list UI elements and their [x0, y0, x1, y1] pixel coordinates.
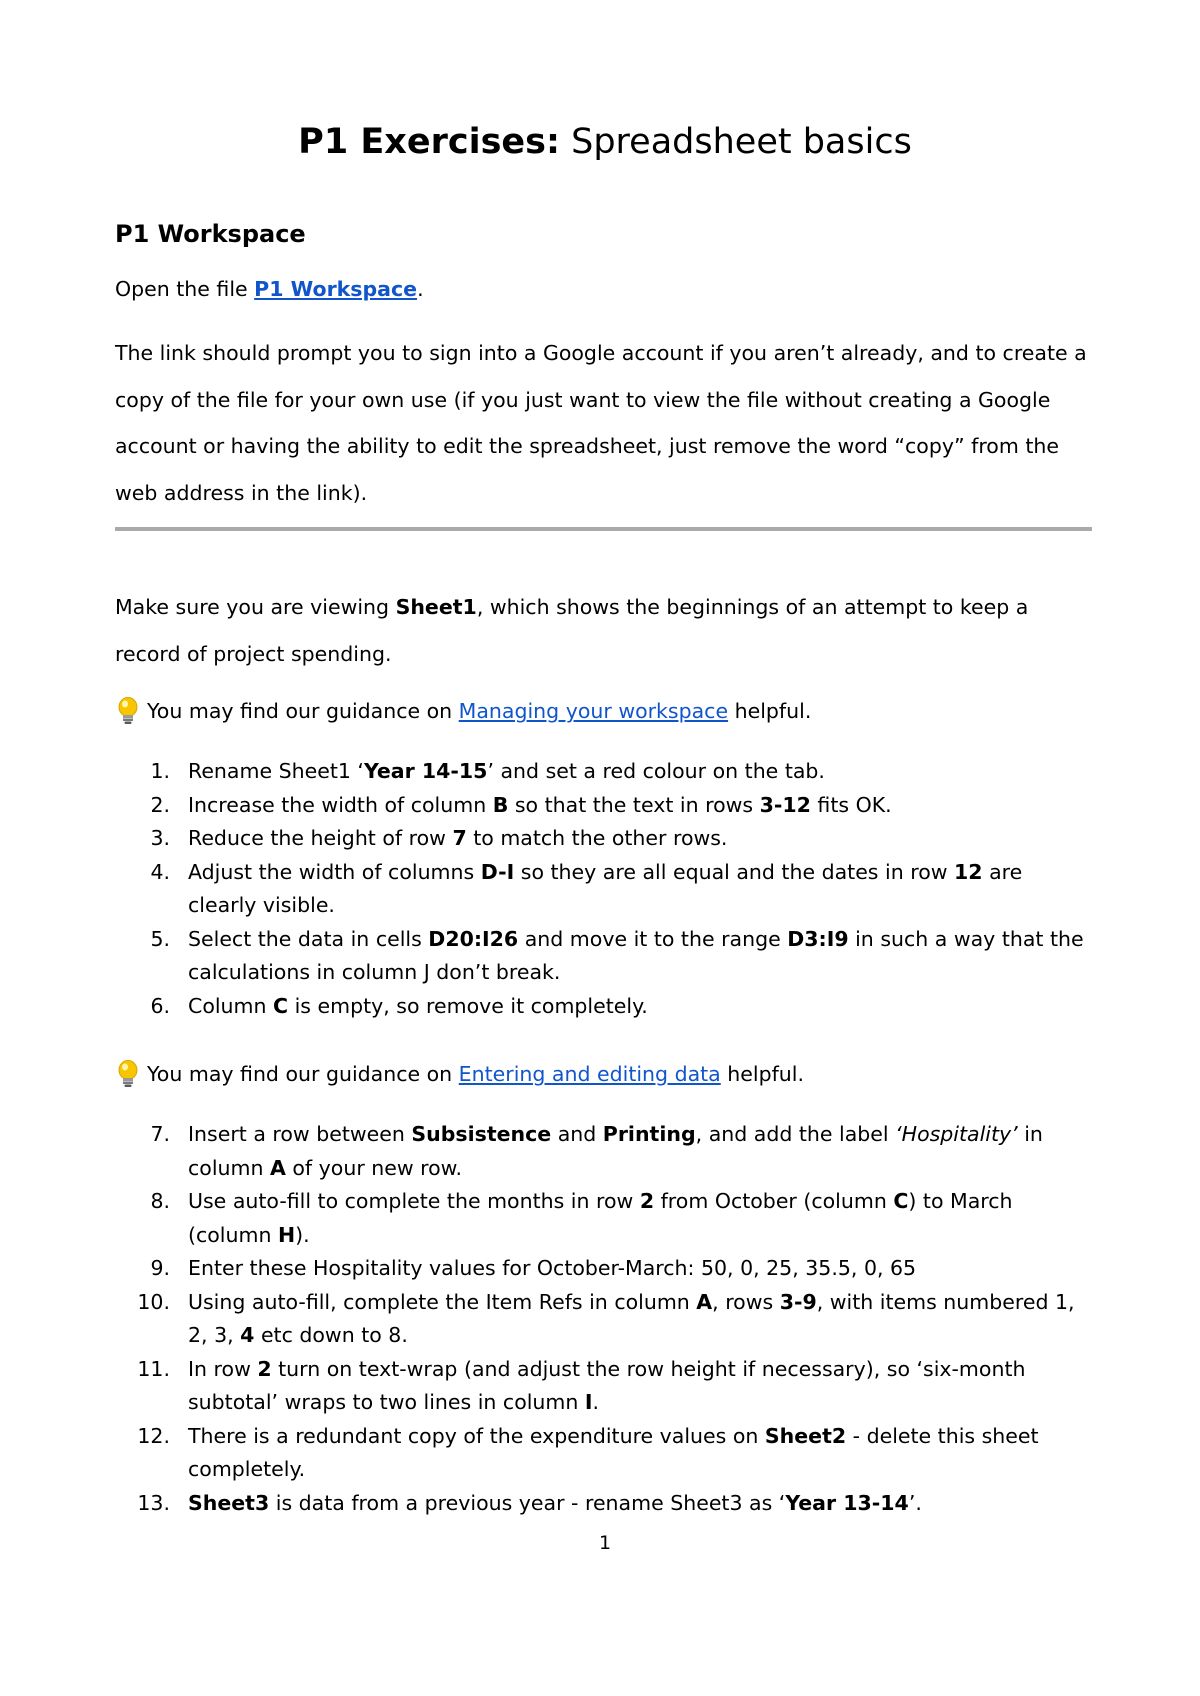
- list-item: [115, 755, 1095, 789]
- open-file-paragraph: [115, 273, 1095, 305]
- horizontal-rule: [115, 527, 1092, 531]
- list-item-bold-text: I: [584, 1390, 593, 1414]
- entering-editing-data-link[interactable]: Entering and editing data: [458, 1062, 721, 1086]
- list-item-number: 7.: [150, 1122, 170, 1146]
- tip-suffix: helpful.: [728, 699, 812, 723]
- list-item-number: 1.: [150, 759, 170, 783]
- intro-paragraph: The link should prompt you to sign into a Google account if you aren’t already, and to create a copy of the file for your own use (if you just want to view the file without creating a Google account or having the ability to edit the spreadsheet, just remove the word “copy” from the web address in the link).: [115, 341, 1087, 505]
- list-item: [115, 990, 1095, 1024]
- list-item: [115, 822, 1095, 856]
- list-item-text: of your new row.: [285, 1155, 463, 1180]
- list-item: [115, 1286, 1095, 1353]
- list-item-text: , with items numbered 1, 2, 3,: [188, 1289, 1075, 1347]
- list-item: [115, 1487, 1095, 1521]
- lightbulb-icon: [115, 1058, 143, 1090]
- list-item-bold-text: D3:I9: [787, 926, 849, 951]
- list-item-bold-text: Sheet3: [188, 1490, 270, 1515]
- list-item-bold-text: H: [277, 1222, 296, 1247]
- list-item-number: 2.: [150, 792, 170, 817]
- list-item-text: In row: [188, 1356, 258, 1381]
- managing-workspace-link[interactable]: Managing your workspace: [458, 699, 729, 723]
- list-item-bold-text: 2: [639, 1189, 655, 1213]
- list-item-text: Select the data in cells: [188, 926, 429, 951]
- sheet-intro-paragraph: [115, 584, 1095, 677]
- list-item-bold-text: 3-12: [759, 792, 811, 817]
- list-item-text: in column: [188, 1122, 1043, 1180]
- list-item: [115, 856, 1095, 923]
- list-item-text: , and add the label: [695, 1122, 896, 1146]
- list-item: [115, 1118, 1095, 1185]
- list-item-number: 4.: [150, 859, 170, 884]
- list-item-bold-text: 2: [257, 1356, 272, 1381]
- list-item-bold-text: 12: [954, 859, 983, 884]
- page-title: [115, 118, 1095, 166]
- page-number: 1: [598, 1532, 612, 1554]
- list-item-number: 8.: [150, 1189, 170, 1213]
- exercise-list-1: [115, 755, 1095, 1023]
- list-item-number: 6.: [150, 993, 170, 1018]
- list-item-number: 3.: [150, 826, 170, 850]
- list-item-text: , rows: [712, 1289, 780, 1314]
- list-item: [115, 789, 1095, 823]
- exercise-list-2: [115, 1118, 1095, 1520]
- list-item-text: is empty, so remove it completely.: [288, 993, 648, 1018]
- list-item-bold-text: C: [273, 993, 289, 1018]
- list-item-text: Using auto-fill, complete the Item Refs in column: [188, 1289, 697, 1314]
- p1-workspace-link[interactable]: P1 Workspace: [254, 277, 418, 301]
- list-item-text: Insert a row between: [188, 1122, 412, 1146]
- list-item-text: .: [592, 1390, 600, 1414]
- list-item-bold-text: Printing: [602, 1122, 696, 1146]
- tip-text: You may find our guidance on: [147, 699, 459, 723]
- list-item-text: so they are all equal and the dates in row: [514, 859, 955, 884]
- tip-suffix: helpful.: [720, 1062, 805, 1086]
- list-item-bold-text: 4: [240, 1323, 255, 1347]
- list-item-text: ’ and set a red colour on the tab.: [487, 759, 825, 783]
- list-item-bold-text: D20:I26: [428, 926, 519, 951]
- tip-entering-data: [115, 1058, 804, 1090]
- list-item-text: so that the text in rows: [508, 792, 760, 817]
- list-item-text: Column: [188, 993, 274, 1018]
- list-item-bold-text: A: [269, 1155, 286, 1180]
- list-item-text: and move it to the range: [518, 926, 788, 951]
- list-item-text: etc down to 8.: [254, 1323, 408, 1347]
- list-item-bold-text: 7: [452, 826, 467, 850]
- list-item-bold-text: 3-9: [779, 1289, 817, 1314]
- list-item: [115, 923, 1095, 990]
- list-item: [115, 1420, 1095, 1487]
- list-item-text: from October (column: [654, 1189, 894, 1213]
- list-item-text: There is a redundant copy of the expenditure values on: [188, 1423, 765, 1448]
- open-file-text: Open the file: [115, 277, 255, 301]
- sheet1-name: Sheet1: [395, 595, 477, 619]
- list-item-text: Rename Sheet1 ‘: [188, 759, 364, 783]
- list-item-text: to match the other rows.: [466, 826, 728, 850]
- title-rest: Spreadsheet basics: [560, 122, 912, 162]
- list-item: [115, 1353, 1095, 1420]
- open-file-period: .: [417, 277, 424, 301]
- list-item-text: fits OK.: [810, 792, 892, 817]
- list-item-text: Increase the width of column: [188, 792, 493, 817]
- list-item-text: ) to March (column: [188, 1189, 1013, 1247]
- list-item: [115, 1185, 1095, 1252]
- list-item-bold-text: A: [696, 1289, 713, 1314]
- list-item-number: 12.: [137, 1423, 170, 1448]
- section-heading: P1 Workspace: [115, 220, 306, 248]
- list-item-text: Adjust the width of columns: [188, 859, 481, 884]
- list-item-italic-text: ‘Hospitality’: [895, 1122, 1018, 1146]
- list-item-text: Reduce the height of row: [188, 826, 453, 850]
- sheet-intro-rest: , which shows the beginnings of an attempt to keep a record of project spending.: [115, 595, 1029, 666]
- list-item-bold-text: Year 14-15: [363, 759, 488, 783]
- list-item-text: and: [551, 1122, 603, 1146]
- list-item-number: 11.: [137, 1356, 170, 1381]
- list-item-bold-text: Subsistence: [411, 1122, 552, 1146]
- list-item-bold-text: D-I: [480, 859, 515, 884]
- list-item-text: Enter these Hospitality values for October-March: 50, 0, 25, 35.5, 0, 65: [188, 1256, 917, 1280]
- list-item-text: are clearly visible.: [188, 859, 1023, 917]
- list-item-number: 5.: [150, 926, 170, 951]
- list-item-text: ’.: [908, 1490, 922, 1515]
- sheet-intro-text: Make sure you are viewing: [115, 595, 396, 619]
- title-bold: P1 Exercises:: [298, 122, 560, 162]
- list-item-number: 9.: [150, 1256, 170, 1280]
- list-item-text: in such a way that the calculations in column J don’t break.: [188, 926, 1084, 984]
- lightbulb-icon: [115, 695, 143, 727]
- tip-managing-workspace: [115, 695, 811, 727]
- list-item-text: is data from a previous year - rename Sheet3 as ‘: [269, 1490, 786, 1515]
- list-item-number: 13.: [137, 1490, 170, 1515]
- list-item: [115, 1252, 1095, 1286]
- list-item-text: turn on text-wrap (and adjust the row height if necessary), so ‘six-month subtotal’ wraps to two lines in column: [188, 1356, 1026, 1414]
- list-item-bold-text: C: [893, 1189, 909, 1213]
- list-item-text: Use auto-fill to complete the months in row: [188, 1189, 640, 1213]
- list-item-bold-text: Year 13-14: [785, 1490, 909, 1515]
- list-item-text: - delete this sheet completely.: [188, 1423, 1039, 1481]
- list-item-bold-text: B: [492, 792, 509, 817]
- list-item-number: 10.: [137, 1289, 170, 1314]
- list-item-bold-text: Sheet2: [764, 1423, 847, 1448]
- tip-text: You may find our guidance on: [147, 1062, 459, 1086]
- list-item-text: ).: [295, 1222, 310, 1247]
